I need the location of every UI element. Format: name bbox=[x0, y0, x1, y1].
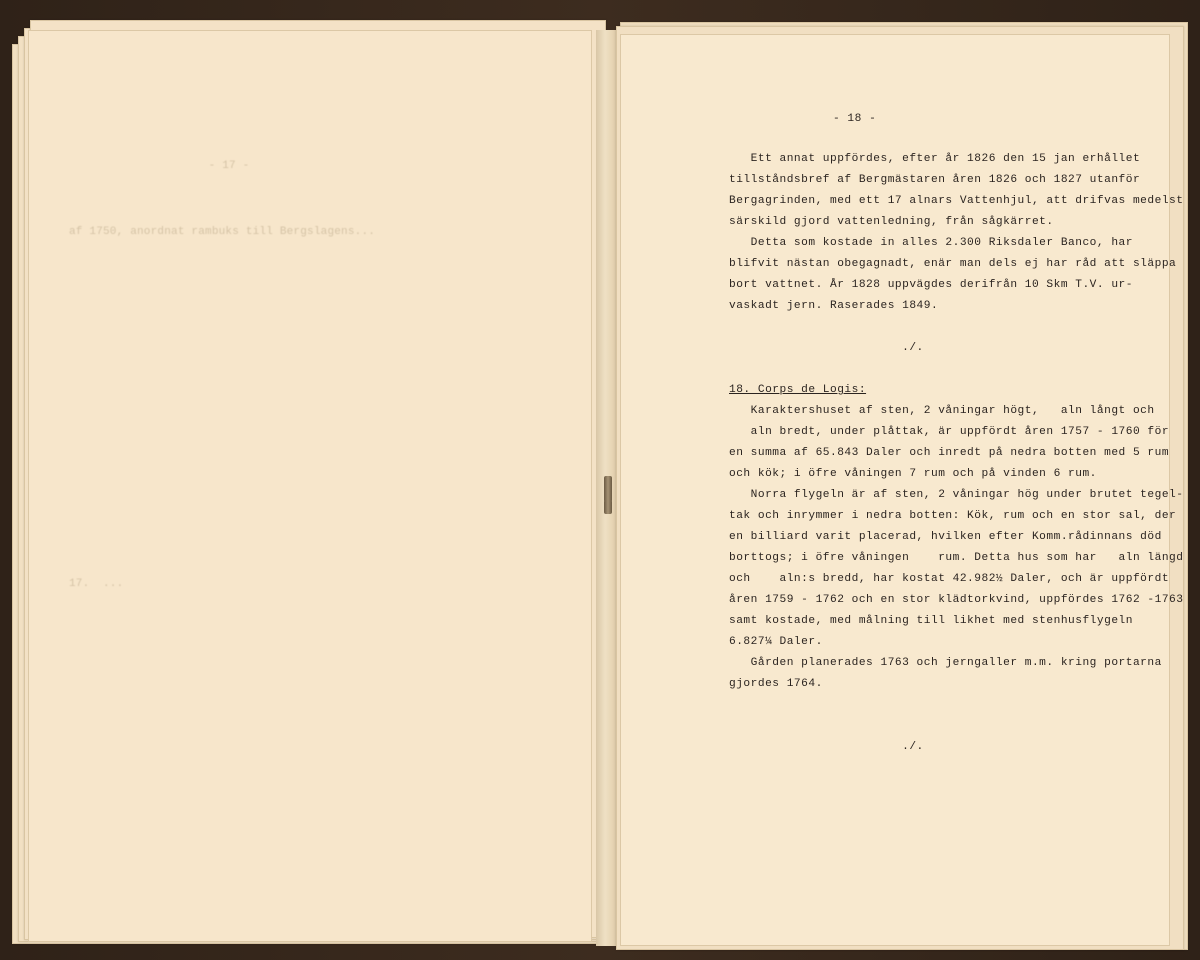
text-line: vaskadt jern. Raserades 1849. bbox=[729, 300, 939, 312]
bleed-through-line: 17. ... bbox=[69, 578, 124, 590]
text-line: Bergagrinden, med ett 17 alnars Vattenhjul, att drifvas medelst bbox=[729, 195, 1184, 207]
text-line: bort vattnet. År 1828 uppvägdes derifrån 10 Skm T.V. ur- bbox=[729, 279, 1133, 291]
bleed-through-line bbox=[69, 903, 569, 925]
bleed-through-line bbox=[69, 529, 569, 551]
text-line: tillståndsbref af Bergmästaren åren 1826 och 1827 utanför bbox=[729, 174, 1141, 186]
bleed-through-line bbox=[69, 287, 569, 309]
bleed-through-line bbox=[69, 309, 569, 331]
text-line: Karaktershuset af sten, 2 våningar högt, aln långt och bbox=[729, 405, 1155, 417]
text-line: aln bredt, under plåttak, är uppfördt åren 1757 - 1760 för bbox=[729, 426, 1170, 438]
text-line: Detta som kostade in alles 2.300 Riksdaler Banco, har bbox=[729, 237, 1133, 249]
text-line: 18. Corps de Logis: bbox=[729, 384, 867, 396]
left-page bbox=[28, 30, 592, 942]
bleed-through-line bbox=[69, 595, 569, 617]
text-line: tak och inrymmer i nedra botten: Kök, rum och en stor sal, der bbox=[729, 510, 1177, 522]
bleed-through-line bbox=[69, 947, 569, 960]
text-line: åren 1759 - 1762 och en stor klädtorkvind, uppfördes 1762 -1763 bbox=[729, 594, 1184, 606]
text-line: särskild gjord vattenledning, från sågkärret. bbox=[729, 216, 1054, 228]
bleed-through-line bbox=[69, 925, 569, 947]
text-line: gjordes 1764. bbox=[729, 678, 823, 690]
text-line bbox=[729, 699, 1183, 720]
bleed-through-line bbox=[69, 815, 569, 837]
bleed-through-line bbox=[69, 507, 569, 529]
right-page bbox=[620, 34, 1184, 946]
bleed-through-line bbox=[69, 859, 569, 881]
bleed-through-line bbox=[69, 705, 569, 727]
bleed-through-text bbox=[69, 111, 569, 960]
text-line: och aln:s bredd, har kostat 42.982½ Daler, och är uppfördt bbox=[729, 573, 1170, 585]
bleed-through-line bbox=[69, 463, 569, 485]
bleed-through-line: af 1750, anordnat rambuks till Bergslagens... bbox=[69, 226, 376, 238]
text-line: samt kostade, med målning till likhet med stenhusflygeln bbox=[729, 615, 1133, 627]
bleed-through-line bbox=[69, 837, 569, 859]
text-line: en summa af 65.843 Daler och inredt på nedra botten med 5 rum bbox=[729, 447, 1170, 459]
text-line: borttogs; i öfre våningen rum. Detta hus som har aln längd bbox=[729, 552, 1184, 564]
text-line: en billiard varit placerad, hvilken efter Komm.rådinnans död bbox=[729, 531, 1162, 543]
text-line: Norra flygeln är af sten, 2 våningar hög under brutet tegel- bbox=[729, 489, 1184, 501]
bleed-through-line bbox=[69, 397, 569, 419]
bleed-through-line bbox=[69, 881, 569, 903]
bleed-through-line bbox=[69, 771, 569, 793]
text-line: blifvit nästan obegagnadt, enär man dels ej har råd att släppa bbox=[729, 258, 1177, 270]
bleed-through-lines bbox=[69, 221, 569, 960]
bleed-through-line bbox=[69, 375, 569, 397]
bleed-through-line bbox=[69, 661, 569, 683]
text-line bbox=[729, 363, 1183, 384]
bleed-through-line bbox=[69, 243, 569, 265]
bleed-through-line bbox=[69, 419, 569, 441]
bleed-through-line bbox=[69, 331, 569, 353]
bleed-through-line bbox=[69, 727, 569, 749]
bleed-through-line bbox=[69, 749, 569, 771]
text-line: Ett annat uppfördes, efter år 1826 den 15 jan erhållet bbox=[729, 153, 1141, 165]
bleed-through-line bbox=[69, 265, 569, 287]
bleed-through-line bbox=[69, 793, 569, 815]
text-line bbox=[729, 720, 1183, 741]
bleed-through-line bbox=[69, 353, 569, 375]
bleed-through-line bbox=[69, 683, 569, 705]
bleed-through-line bbox=[69, 485, 569, 507]
bleed-through-line bbox=[69, 639, 569, 661]
left-page-number: - 17 - bbox=[208, 160, 250, 172]
text-line bbox=[729, 321, 1183, 342]
text-line: och kök; i öfre våningen 7 rum och på vinden 6 rum. bbox=[729, 468, 1097, 480]
bleed-through-line bbox=[69, 617, 569, 639]
text-line: ./. bbox=[729, 741, 924, 753]
typed-text-body bbox=[729, 153, 1183, 762]
text-line: Gården planerades 1763 och jerngaller m.m. kring portarna bbox=[729, 657, 1162, 669]
bleed-through-line bbox=[69, 441, 569, 463]
page-number: - 18 - bbox=[833, 113, 877, 125]
text-line: ./. bbox=[729, 342, 924, 354]
text-line: 6.827¼ Daler. bbox=[729, 636, 823, 648]
bleed-through-line bbox=[69, 551, 569, 573]
